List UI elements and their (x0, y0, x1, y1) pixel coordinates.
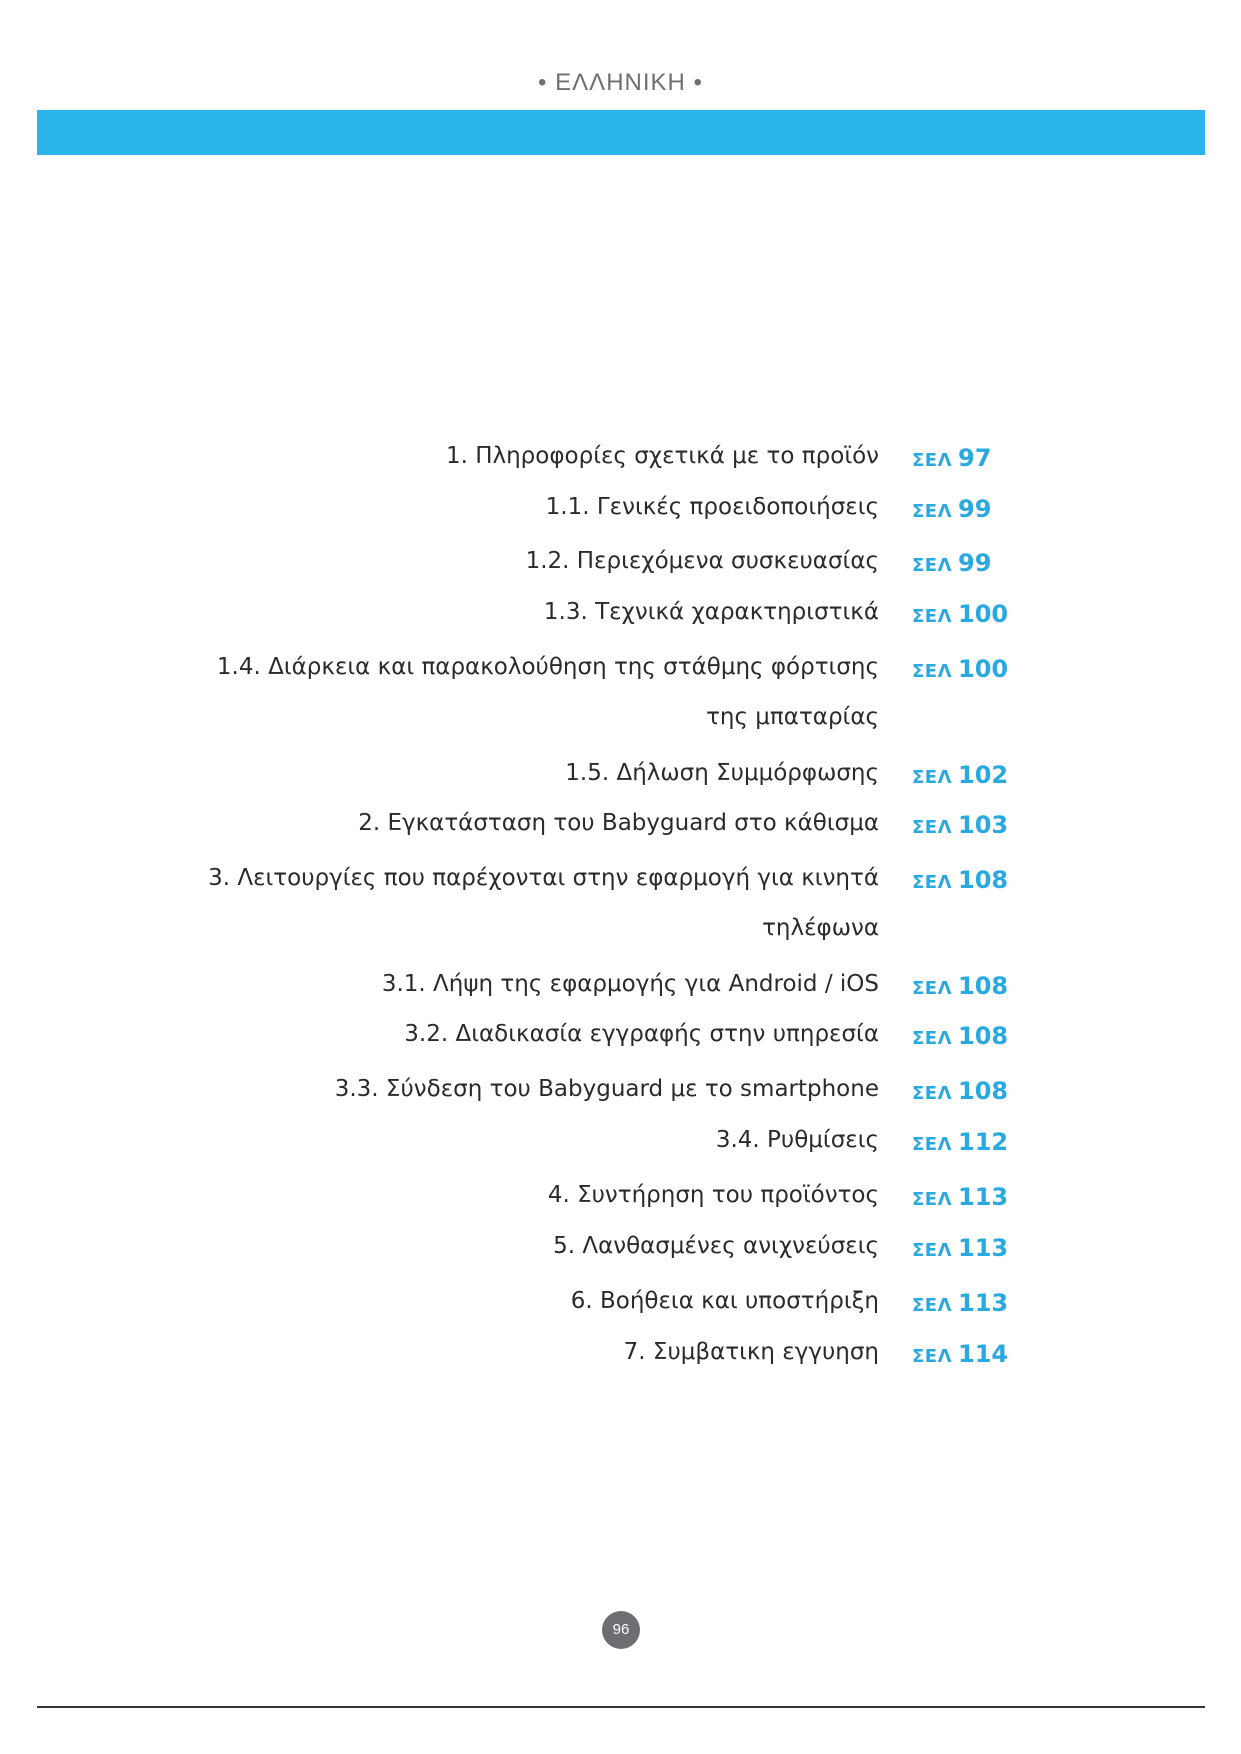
toc-entry[interactable] (0, 487, 1241, 527)
page-prefix: ΣΕΛ (912, 1240, 953, 1261)
page-prefix: ΣΕΛ (912, 817, 953, 838)
page-number: 97 (958, 444, 992, 472)
toc-entry[interactable] (0, 1120, 1241, 1160)
toc-entry-label (217, 647, 879, 737)
toc-entry-page (912, 489, 991, 532)
toc-entry-page (912, 860, 1008, 903)
page-number: 100 (958, 600, 1009, 628)
page-number: 99 (958, 495, 992, 523)
page-prefix: ΣΕΛ (912, 767, 953, 788)
toc-entry[interactable] (0, 1014, 1241, 1054)
toc-entry-label: 2. Εγκατάσταση του Babyguard στο κάθισμα (358, 810, 879, 836)
page-number: 100 (958, 655, 1009, 683)
toc-entry-page (912, 805, 1008, 848)
toc-entry-label: 1.5. Δήλωση Συμμόρφωσης (565, 760, 879, 786)
toc-entry-page (912, 649, 1008, 692)
toc-entry-label (208, 858, 879, 948)
page-number: 103 (958, 811, 1009, 839)
toc-entry-label: 3.1. Λήψη της εφαρμογής για Android / iOS (381, 971, 879, 997)
toc-entry[interactable] (0, 1069, 1241, 1109)
toc-entry-label: 3.3. Σύνδεση του Babyguard με το smartphone (334, 1076, 879, 1102)
toc-entry[interactable] (0, 858, 1241, 941)
page-prefix: ΣΕΛ (912, 1346, 953, 1367)
toc-entry-page (912, 543, 991, 586)
toc-entry-page (912, 594, 1008, 637)
toc-entry[interactable] (0, 803, 1241, 843)
toc-entry-page (912, 1122, 1008, 1165)
toc-entry-label-line2: της μπαταρίας (706, 704, 879, 730)
page-number: 108 (958, 1077, 1009, 1105)
page-prefix: ΣΕΛ (912, 661, 953, 682)
toc-entry-label: 3.2. Διαδικασία εγγραφής στην υπηρεσία (404, 1021, 879, 1047)
toc-entry-page (912, 1228, 1008, 1271)
toc-entry-label: 1.2. Περιεχόμενα συσκευασίας (525, 548, 879, 574)
page-number: 114 (958, 1340, 1009, 1368)
toc-entry-label: 3.4. Ρυθμίσεις (715, 1127, 879, 1153)
toc-entry-page (912, 1334, 1008, 1377)
toc-entry[interactable] (0, 964, 1241, 1004)
toc-entry-label: 1. Πληροφορίες σχετικά με το προϊόν (445, 443, 879, 469)
toc-entry-page (912, 1283, 1008, 1326)
page-prefix: ΣΕΛ (912, 1134, 953, 1155)
page-prefix: ΣΕΛ (912, 450, 953, 471)
page-prefix: ΣΕΛ (912, 606, 953, 627)
page-prefix: ΣΕΛ (912, 872, 953, 893)
page-number: 108 (958, 866, 1009, 894)
toc-entry[interactable] (0, 753, 1241, 793)
page-prefix: ΣΕΛ (912, 1295, 953, 1316)
toc-entry-page (912, 1016, 1008, 1059)
toc-entry[interactable] (0, 1332, 1241, 1372)
page-number: 112 (958, 1128, 1009, 1156)
toc-entry[interactable] (0, 436, 1241, 476)
toc-entry[interactable] (0, 1175, 1241, 1215)
toc-entry-label: 1.1. Γενικές προειδοποιήσεις (545, 494, 879, 520)
toc-entry-label: 7. Συμβατικη εγγυηση (623, 1339, 879, 1365)
page-number: 113 (958, 1289, 1009, 1317)
toc-entry-page (912, 1177, 1008, 1220)
toc-entry-label-line1: 1.4. Διάρκεια και παρακολούθηση της στάθμης φόρτισης (216, 654, 879, 680)
page-number: 99 (958, 549, 992, 577)
toc-entry-label: 1.3. Τεχνικά χαρακτηριστικά (543, 599, 879, 625)
footer-divider (37, 1706, 1205, 1708)
toc-entry[interactable] (0, 541, 1241, 581)
toc-entry-page (912, 755, 1008, 798)
toc-entry-page (912, 1071, 1008, 1114)
page-prefix: ΣΕΛ (912, 978, 953, 999)
toc-entry[interactable] (0, 647, 1241, 730)
page-header-title: • ΕΛΛΗΝΙΚΗ • (538, 69, 703, 96)
page-number-badge: 96 (602, 1611, 640, 1649)
toc-entry-label-line1: 3. Λειτουργίες που παρέχονται στην εφαρμογή για κινητά (208, 865, 879, 891)
page-prefix: ΣΕΛ (912, 501, 953, 522)
toc-entry-label: 5. Λανθασμένες ανιχνεύσεις (553, 1233, 879, 1259)
page-number: 108 (958, 1022, 1009, 1050)
toc-entry[interactable] (0, 1226, 1241, 1266)
page-prefix: ΣΕΛ (912, 1083, 953, 1104)
toc-entry-label-line2: τηλέφωνα (762, 915, 879, 941)
toc-entry-page (912, 438, 991, 481)
page-prefix: ΣΕΛ (912, 555, 953, 576)
page-prefix: ΣΕΛ (912, 1028, 953, 1049)
toc-entry-label: 6. Βοήθεια και υποστήριξη (570, 1288, 879, 1314)
page-number: 113 (958, 1234, 1009, 1262)
toc-entry[interactable] (0, 1281, 1241, 1321)
page-number: 102 (958, 761, 1009, 789)
page-number: 108 (958, 972, 1009, 1000)
page-number: 113 (958, 1183, 1009, 1211)
toc-entry-page (912, 966, 1008, 1009)
toc-entry-label: 4. Συντήρηση του προϊόντος (547, 1182, 879, 1208)
page-prefix: ΣΕΛ (912, 1189, 953, 1210)
toc-entry[interactable] (0, 592, 1241, 632)
